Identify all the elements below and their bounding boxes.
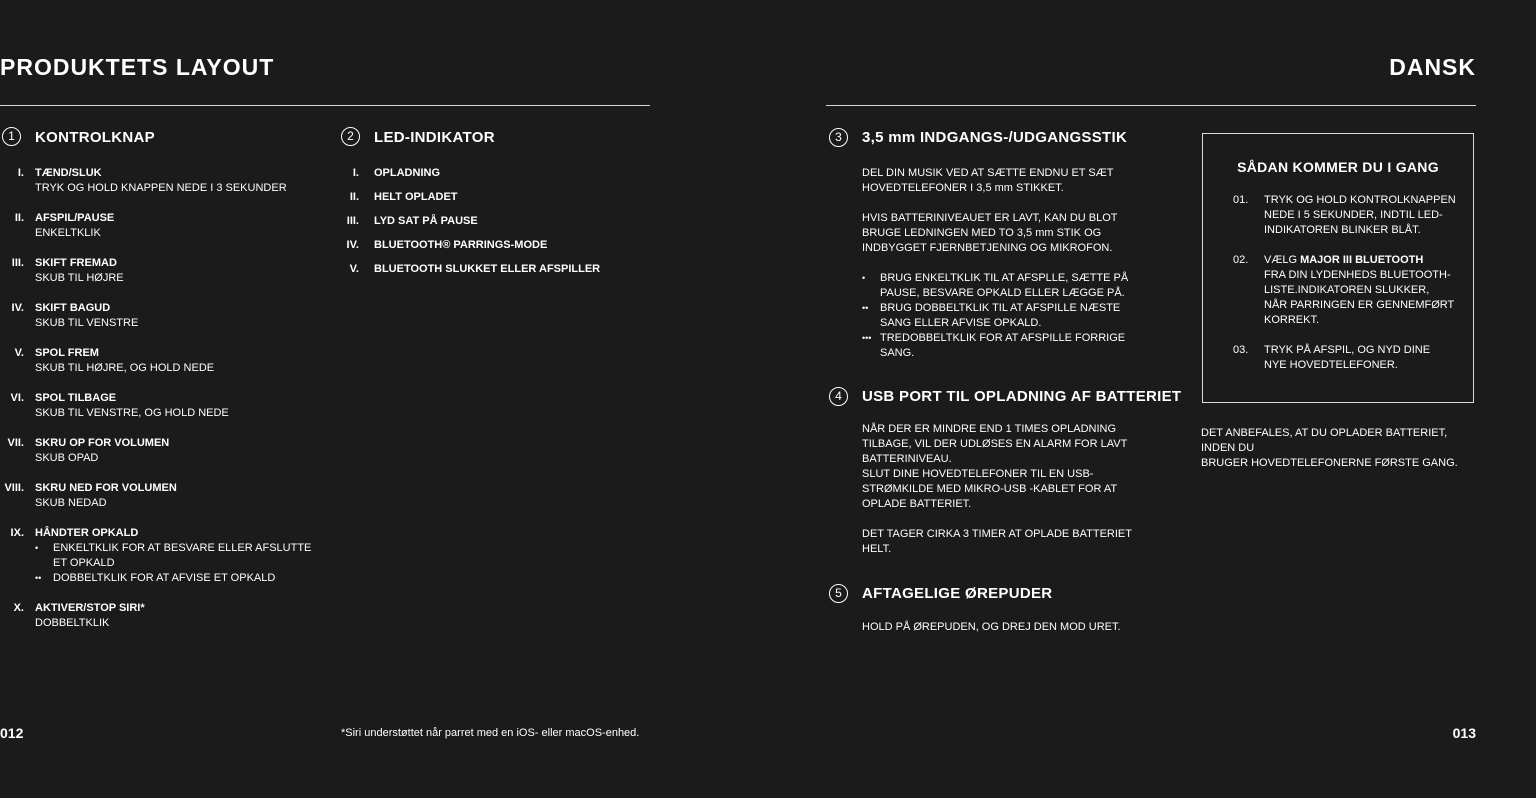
item-desc: SKUB TIL HØJRE, OG HOLD NEDE xyxy=(35,362,215,374)
text-line: SLUT DINE HOVEDTELEFONER TIL EN USB- xyxy=(862,468,1094,480)
sub-line: ENKELTKLIK FOR AT BESVARE ELLER AFSLUTTE xyxy=(53,542,312,554)
roman-numeral: II. xyxy=(14,212,24,224)
text-line: HOVEDTELEFONER I 3,5 mm STIKKET. xyxy=(862,182,1064,194)
recommendation-text xyxy=(1201,426,1476,471)
roman-numeral: VII. xyxy=(7,437,24,449)
text-line: TREDOBBELTKLIK FOR AT AFSPILLE FORRIGE SANG. xyxy=(880,332,1126,359)
item-title: SPOL FREM xyxy=(35,347,99,359)
text-line: NÅR PARRINGEN ER GENNEMFØRT xyxy=(1264,299,1455,311)
text-line: SANG ELLER AFVISE OPKALD. xyxy=(880,317,1042,329)
bullet-item xyxy=(862,271,1162,301)
roman-numeral: III. xyxy=(346,215,359,227)
step-number: 01. xyxy=(1233,194,1249,206)
item-title: SPOL TILBAGE xyxy=(35,392,117,404)
bullet-item xyxy=(862,301,1162,331)
text-line: OPLADE BATTERIET. xyxy=(862,498,972,510)
sub-line: ET OPKALD xyxy=(53,557,115,569)
item-desc: SKUB TIL HØJRE xyxy=(35,272,124,284)
bullet-dot: • xyxy=(35,543,39,553)
section-title-earpads: AFTAGELIGE ØREPUDER xyxy=(862,585,1053,602)
item-title: SKRU NED FOR VOLUMEN xyxy=(35,482,177,494)
section-title-controls: KONTROLKNAP xyxy=(35,129,155,146)
roman-numeral: I. xyxy=(352,167,359,179)
bullet-dot: •• xyxy=(35,573,42,583)
text-line: TRYK OG HOLD KONTROLKNAPPEN xyxy=(1264,194,1456,206)
item-title: BLUETOOTH® PARRINGS-MODE xyxy=(374,239,548,251)
text-line: INDBYGGET FJERNBETJENING OG MIKROFON. xyxy=(862,242,1113,254)
text-line: VÆLG xyxy=(1264,254,1301,266)
item-title: AFSPIL/PAUSE xyxy=(35,212,115,224)
item-desc: ENKELTKLIK xyxy=(35,227,101,239)
page-title-left: PRODUKTETS LAYOUT xyxy=(0,54,275,80)
section-title-usb: USB PORT TIL OPLADNING AF BATTERIET xyxy=(862,388,1182,405)
item-desc: SKUB NEDAD xyxy=(35,497,107,509)
page-number-right: 013 xyxy=(1452,725,1476,741)
roman-numeral: V. xyxy=(349,263,359,275)
bullet-dot: • xyxy=(862,273,866,283)
item-desc: TRYK OG HOLD KNAPPEN NEDE I 3 SEKUNDER xyxy=(35,182,287,194)
text-line: BRUG DOBBELTKLIK TIL AT AFSPILLE NÆSTE xyxy=(880,302,1121,314)
text-line: HVIS BATTERINIVEAUET ER LAVT, KAN DU BLOT xyxy=(862,212,1118,224)
text-line: NÅR DER ER MINDRE END 1 TIMES OPLADNING xyxy=(862,423,1117,435)
getting-started-box xyxy=(1202,133,1474,403)
roman-numeral: IV. xyxy=(346,239,359,251)
text-line: DET ANBEFALES, AT DU OPLADER BATTERIET, INDEN DU xyxy=(1201,427,1448,454)
earpads-text: HOLD PÅ ØREPUDEN, OG DREJ DEN MOD URET. xyxy=(862,621,1121,633)
roman-numeral: VIII. xyxy=(4,482,24,494)
roman-numeral: IV. xyxy=(11,302,24,314)
roman-numeral: V. xyxy=(14,347,24,359)
text-line: BATTERINIVEAU. xyxy=(862,453,952,465)
text-line: TILBAGE, VIL DER UDLØSES EN ALARM FOR LAVT xyxy=(862,438,1128,450)
text-line: BRUGE LEDNINGEN MED TO 3,5 mm STIK OG xyxy=(862,227,1102,239)
item-desc: SKUB TIL VENSTRE xyxy=(35,317,139,329)
text-line: NYE HOVEDTELEFONER. xyxy=(1264,359,1398,371)
item-title: OPLADNING xyxy=(374,167,440,179)
text-line: BRUGER HOVEDTELEFONERNE FØRSTE GANG. xyxy=(1201,457,1458,469)
item-desc: SKUB OPAD xyxy=(35,452,99,464)
item-title: HELT OPLADET xyxy=(374,191,458,203)
section-number-4: 4 xyxy=(829,387,848,406)
text-line: BRUG ENKELTKLIK TIL AT AFSPLLE, SÆTTE PÅ xyxy=(880,272,1129,284)
usb-text xyxy=(862,422,1162,557)
text-line: PAUSE, BESVARE OPKALD ELLER LÆGGE PÅ. xyxy=(880,287,1125,299)
roman-numeral: X. xyxy=(13,602,24,614)
text-line: KORREKT. xyxy=(1264,314,1320,326)
sub-line: DOBBELTKLIK FOR AT AFVISE ET OPKALD xyxy=(53,572,276,584)
item-title: AKTIVER/STOP SIRI* xyxy=(35,602,145,614)
step-number: 02. xyxy=(1233,254,1249,266)
text-line: STRØMKILDE MED MIKRO-USB -KABLET FOR AT xyxy=(862,483,1118,495)
bullet-dot: ••• xyxy=(862,333,872,343)
item-desc: SKUB TIL VENSTRE, OG HOLD NEDE xyxy=(35,407,229,419)
roman-numeral: VI. xyxy=(10,392,24,404)
text-line: DET TAGER CIRKA 3 TIMER AT OPLADE BATTERIET HELT. xyxy=(862,528,1132,555)
sub-item xyxy=(35,541,320,571)
section-title-jack: 3,5 mm INDGANGS-/UDGANGSSTIK xyxy=(862,129,1128,146)
item-desc: DOBBELTKLIK xyxy=(35,617,110,629)
roman-numeral: I. xyxy=(17,167,24,179)
text-line: INDIKATOREN BLINKER BLÅT. xyxy=(1264,224,1421,236)
page-number-left: 012 xyxy=(0,725,24,741)
item-title: HÅNDTER OPKALD xyxy=(35,527,139,539)
item-title: LYD SAT PÅ PAUSE xyxy=(374,215,478,227)
product-name: MAJOR III BLUETOOTH xyxy=(1300,254,1424,266)
siri-footnote: *Siri understøttet når parret med en iOS- eller macOS-enhed. xyxy=(341,727,640,739)
bullet-dot: •• xyxy=(862,303,869,313)
section-number-5: 5 xyxy=(829,584,848,603)
text-line: NEDE I 5 SEKUNDER, INDTIL LED- xyxy=(1264,209,1443,221)
sub-item xyxy=(35,571,320,586)
divider-right xyxy=(826,105,1476,106)
text-line: DEL DIN MUSIK VED AT SÆTTE ENDNU ET SÆT xyxy=(862,167,1114,179)
item-title: TÆND/SLUK xyxy=(35,167,102,179)
section-title-led: LED-INDIKATOR xyxy=(374,129,495,146)
page-title-right: DANSK xyxy=(1389,54,1476,80)
item-title: BLUETOOTH SLUKKET ELLER AFSPILLER xyxy=(374,263,601,275)
section-number-2: 2 xyxy=(341,127,360,146)
step-number: 03. xyxy=(1233,344,1249,356)
item-title: SKIFT FREMAD xyxy=(35,257,117,269)
text-line: FRA DIN LYDENHEDS BLUETOOTH- xyxy=(1264,269,1451,281)
section-number-3: 3 xyxy=(829,128,848,147)
text-line: LISTE.INDIKATOREN SLUKKER, xyxy=(1264,284,1430,296)
bullet-item xyxy=(862,331,1162,361)
roman-numeral: III. xyxy=(11,257,24,269)
getting-started-title: SÅDAN KOMMER DU I GANG xyxy=(1237,159,1439,175)
roman-numeral: IX. xyxy=(10,527,24,539)
divider-left xyxy=(0,105,650,106)
item-title: SKIFT BAGUD xyxy=(35,302,111,314)
jack-text xyxy=(862,166,1162,361)
item-title: SKRU OP FOR VOLUMEN xyxy=(35,437,170,449)
section-number-1: 1 xyxy=(2,127,21,146)
roman-numeral: II. xyxy=(349,191,359,203)
text-line: TRYK PÅ AFSPIL, OG NYD DINE xyxy=(1264,344,1431,356)
